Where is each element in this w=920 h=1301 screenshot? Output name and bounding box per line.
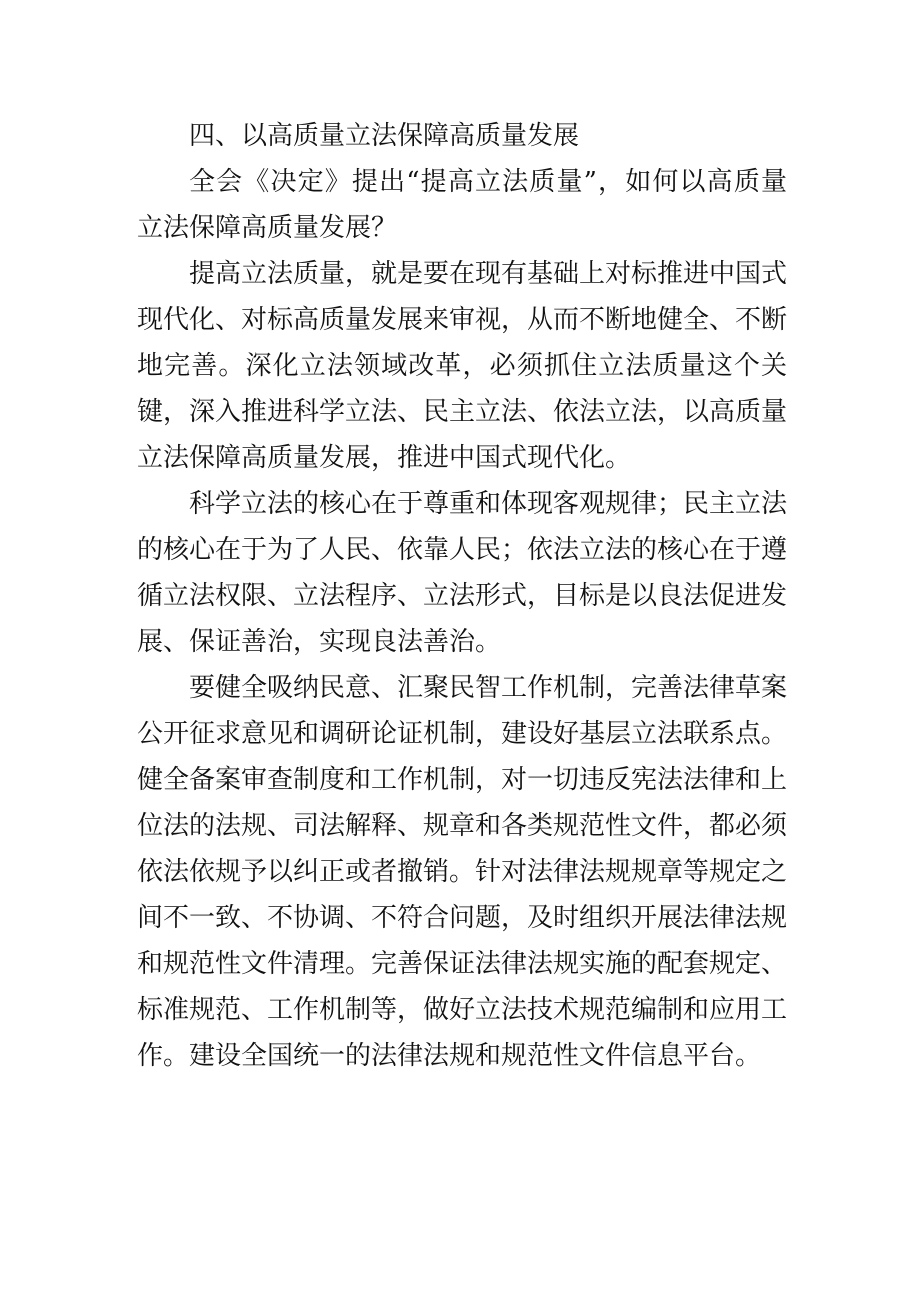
paragraph-mechanism: 要健全吸纳民意、汇聚民智工作机制，完善法律草案公开征求意见和调研论证机制，建设好基层立法联系点。健全备案审查制度和工作机制，对一切违反宪法法律和上位法的法规、司法解释、规章和各类规范性文件，都必须依法依规予以纠正或者撤销。针对法律法规规章等规定之间不一致、不协调、不符合问题，及时组织开展法律法规和规范性文件清理。完善保证法律法规实施的配套规定、标准规范、工作机制等，做好立法技术规范编制和应用工作。建设全国统一的法律法规和规范性文件信息平台。 xyxy=(137,673,788,1071)
paragraph-question: 全会《决定》提出“提高立法质量”，如何以高质量立法保障高质量发展？ xyxy=(137,167,787,243)
paragraph-core: 科学立法的核心在于尊重和体现客观规律；民主立法的核心在于为了人民、依靠人民；依法立法的核心在于遵循立法权限、立法程序、立法形式，目标是以良法促进发展、保证善治，实现良法善治。 xyxy=(137,489,788,657)
document-body xyxy=(137,113,787,1079)
paragraph-quality: 提高立法质量，就是要在现有基础上对标推进中国式现代化、对标高质量发展来审视，从而不断地健全、不断地完善。深化立法领域改革，必须抓住立法质量这个关键，深入推进科学立法、民主立法、依法立法，以高质量立法保障高质量发展，推进中国式现代化。 xyxy=(137,259,788,473)
section-heading: 四、以高质量立法保障高质量发展 xyxy=(189,121,580,151)
